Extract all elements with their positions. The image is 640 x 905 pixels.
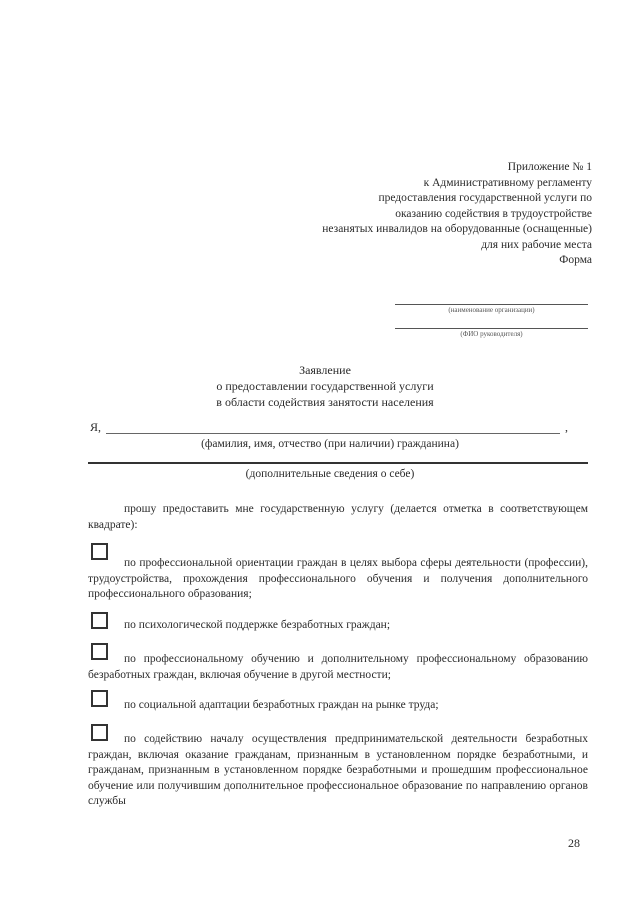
title-line-2: о предоставлении государственной услуги	[216, 379, 434, 393]
additional-info-caption: (дополнительные сведения о себе)	[245, 468, 415, 480]
appendix-line: оказанию содействия в трудоустройстве	[395, 207, 592, 220]
head-signature-block	[395, 320, 588, 339]
document-title	[160, 362, 490, 410]
applicant-name-row	[88, 420, 568, 436]
appendix-line: для них рабочие места	[481, 238, 592, 251]
applicant-suffix: ,	[565, 420, 568, 434]
organization-line	[395, 296, 588, 305]
applicant-prefix: Я,	[90, 420, 102, 434]
option-psychological-support: по психологической поддержке безработных граждан;	[124, 619, 391, 631]
option-social-adaptation: по социальной адаптации безработных граждан на рынке труда;	[124, 699, 439, 711]
appendix-header	[322, 160, 592, 269]
organization-signature-block	[395, 296, 588, 315]
applicant-name-caption: (фамилия, имя, отчество (при наличии) гражданина)	[201, 438, 459, 450]
appendix-line: Приложение № 1	[507, 161, 592, 173]
appendix-line: незанятых инвалидов на оборудованные (оснащенные)	[322, 223, 592, 235]
appendix-line: к Административному регламенту	[423, 176, 592, 189]
option-career-guidance: по профессиональной ориентации граждан в целях выбора сферы деятельности (профессии), трудоустройства, прохождения профессионального обучения и получения дополнительного профессионального образования;	[88, 557, 588, 600]
option-vocational-training: по профессиональному обучению и дополнительному профессиональному образованию безработных граждан, включая обучение в другой местности;	[88, 653, 588, 681]
form-label: Форма	[559, 254, 592, 266]
organization-caption: (наименование организации)	[448, 306, 535, 314]
head-caption: (ФИО руководителя)	[460, 330, 523, 338]
page-number: 28	[568, 836, 580, 850]
applicant-name-line	[106, 433, 560, 434]
title-line-3: в области содействия занятости населения	[216, 395, 434, 409]
appendix-line: предоставления государственной услуги по	[378, 192, 592, 204]
additional-info-line	[88, 462, 588, 464]
title-line-1: Заявление	[299, 363, 351, 377]
head-name-line	[395, 320, 588, 329]
option-entrepreneurship: по содействию началу осуществления предпринимательской деятельности безработных граждан, включая оказание гражданам, признанным в установленном порядке безработными, и гражданам, признанным в установленном порядке безработными и прошедшим профессиональное обучение или получившим дополнительное профессиональное образование по направлению органов службы	[88, 733, 588, 807]
request-intro: прошу предоставить мне государственную услугу (делается отметка в соответствующем квадрате):	[88, 503, 588, 531]
